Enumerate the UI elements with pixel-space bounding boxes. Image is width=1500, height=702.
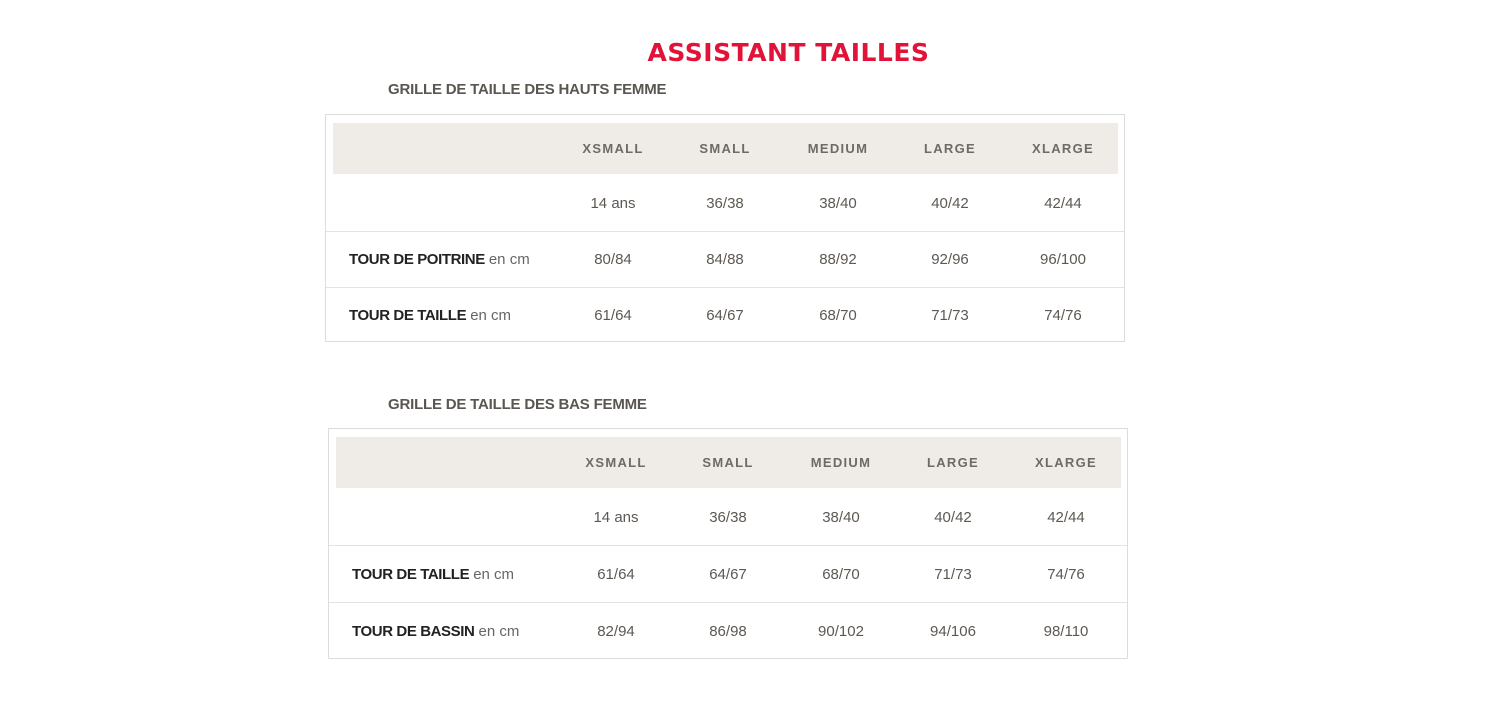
size-header: XLARGE — [1032, 141, 1094, 156]
measurement-name: TOUR DE POITRINE — [349, 251, 485, 268]
size-header: MEDIUM — [807, 141, 869, 156]
table-header-row — [333, 123, 1118, 174]
table-cell: 64/67 — [706, 307, 744, 324]
table-cell: 74/76 — [1047, 565, 1085, 583]
row-label — [349, 288, 511, 343]
measurement-name: TOUR DE BASSIN — [352, 622, 475, 640]
measurement-name: TOUR DE TAILLE — [349, 307, 467, 324]
table-cell: 94/106 — [930, 622, 976, 640]
table-cell: 90/102 — [818, 622, 864, 640]
table-cell: 86/98 — [709, 622, 747, 640]
table-cell: 61/64 — [597, 565, 635, 583]
table-cell: 88/92 — [819, 251, 857, 268]
table-cell: 71/73 — [931, 307, 969, 324]
table-row — [329, 545, 1127, 602]
row-label — [349, 232, 530, 287]
measurement-unit: en cm — [478, 622, 520, 640]
size-header: MEDIUM — [810, 455, 872, 470]
bottoms-size-chart-heading: GRILLE DE TAILLE DES BAS FEMME — [388, 396, 647, 413]
table-row — [326, 231, 1124, 287]
table-cell: 14 ans — [590, 194, 636, 212]
table-cell: 82/94 — [597, 622, 635, 640]
page-title: ASSISTANT TAILLES — [647, 38, 930, 67]
table-cell: 42/44 — [1047, 508, 1085, 526]
measurement-unit: en cm — [488, 251, 530, 268]
table-cell: 61/64 — [594, 307, 632, 324]
table-row — [329, 602, 1127, 659]
size-header: SMALL — [699, 141, 751, 156]
table-cell: 64/67 — [709, 565, 747, 583]
table-cell: 68/70 — [819, 307, 857, 324]
row-label — [352, 603, 519, 659]
row-label — [352, 546, 514, 602]
table-cell: 36/38 — [706, 194, 744, 212]
table-cell: 14 ans — [593, 508, 639, 526]
table-cell: 74/76 — [1044, 307, 1082, 324]
table-cell: 38/40 — [822, 508, 860, 526]
size-equivalent-row — [326, 175, 1124, 231]
table-cell: 92/96 — [931, 251, 969, 268]
table-cell: 68/70 — [822, 565, 860, 583]
size-header: LARGE — [924, 141, 976, 156]
table-cell: 40/42 — [934, 508, 972, 526]
table-cell: 40/42 — [931, 194, 969, 212]
table-header-row — [336, 437, 1121, 488]
bottoms-size-chart-table — [328, 428, 1128, 659]
size-equivalent-row — [329, 489, 1127, 545]
table-cell: 38/40 — [819, 194, 857, 212]
size-header: XSMALL — [585, 455, 647, 470]
table-cell: 71/73 — [934, 565, 972, 583]
table-cell: 98/110 — [1043, 622, 1089, 640]
table-cell: 80/84 — [594, 251, 632, 268]
size-header: XLARGE — [1035, 455, 1097, 470]
measurement-unit: en cm — [470, 307, 512, 324]
table-cell: 96/100 — [1040, 251, 1086, 268]
table-cell: 36/38 — [709, 508, 747, 526]
tops-size-chart-table — [325, 114, 1125, 342]
measurement-name: TOUR DE TAILLE — [352, 565, 470, 583]
measurement-unit: en cm — [473, 565, 515, 583]
table-cell: 84/88 — [706, 251, 744, 268]
table-cell: 42/44 — [1044, 194, 1082, 212]
table-row — [326, 287, 1124, 343]
size-header: XSMALL — [582, 141, 644, 156]
tops-size-chart-heading: GRILLE DE TAILLE DES HAUTS FEMME — [388, 81, 667, 98]
size-header: LARGE — [927, 455, 979, 470]
size-header: SMALL — [702, 455, 754, 470]
